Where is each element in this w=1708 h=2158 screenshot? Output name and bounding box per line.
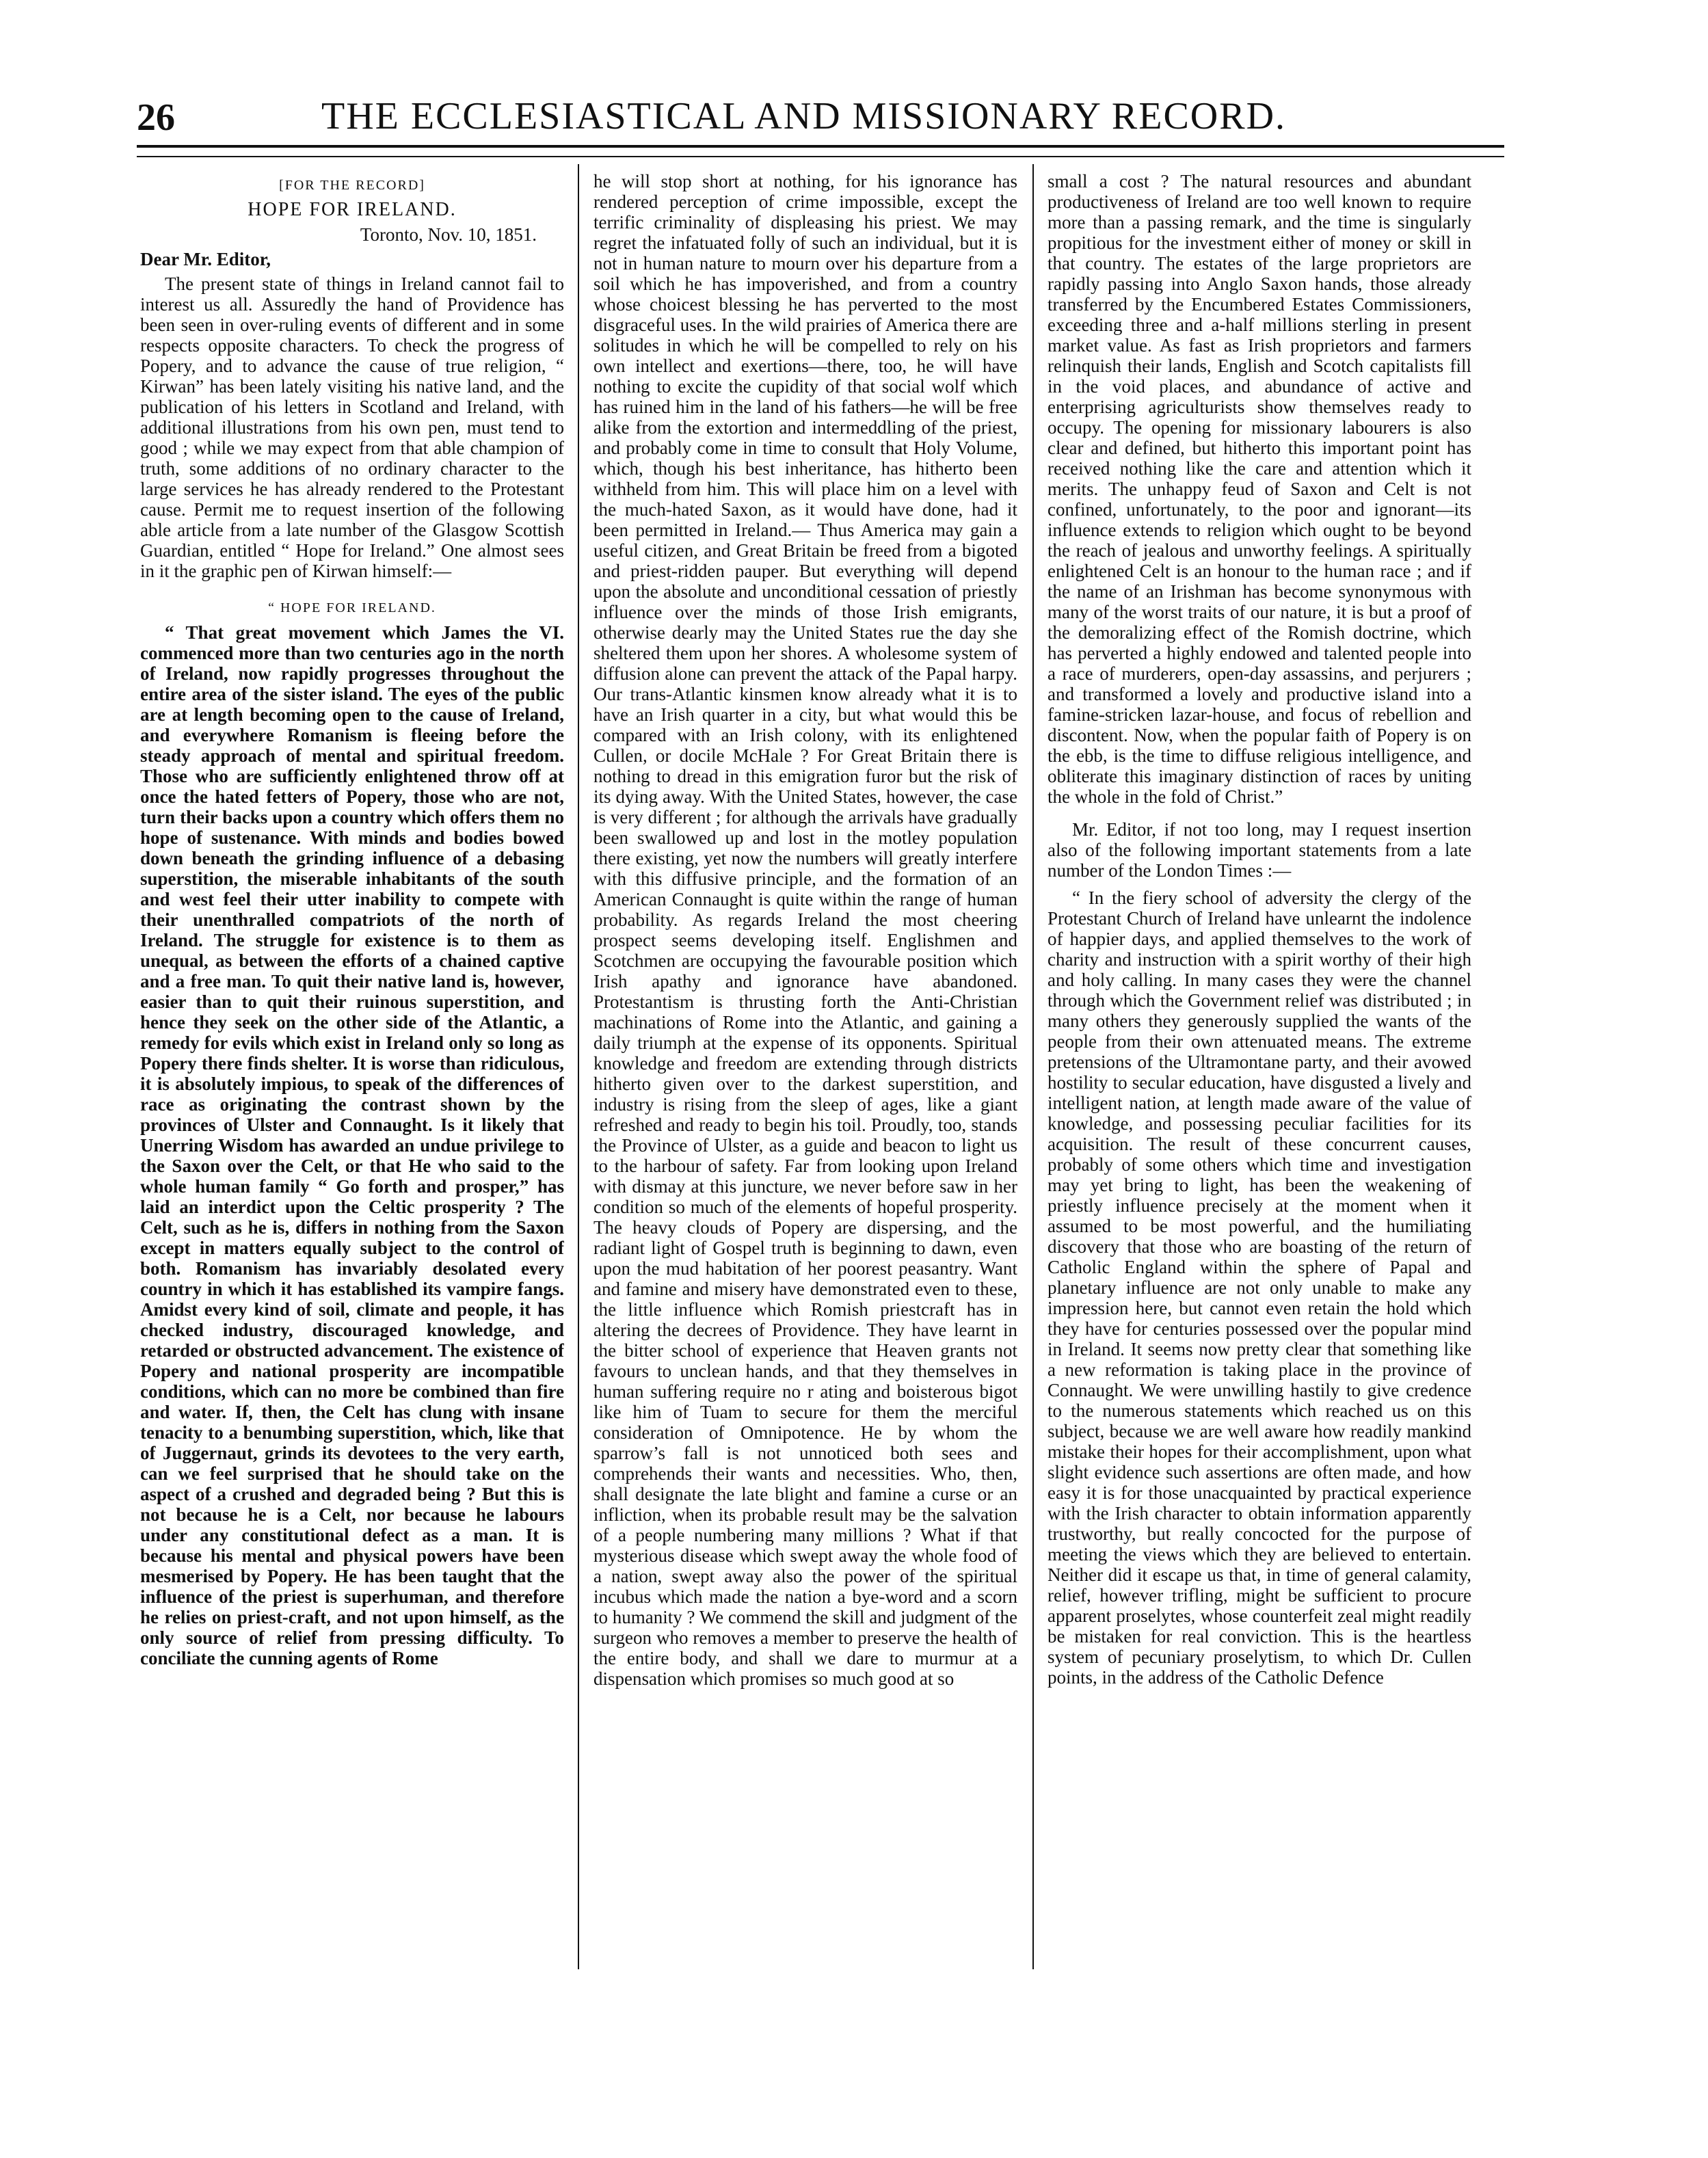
salutation: Dear Mr. Editor, — [140, 249, 271, 269]
spacer — [140, 581, 564, 594]
article-conclusion: small a cost ? The natural resources and abundant productiveness of Ireland are too well known to require more than a passing remark, and the time is singularly propitious for the investment either of money or skill in that country. The estates of the large proprietors are rapidly passing into Anglo Saxon hands, those already transferred by the Encumbered Estates Commissioners, exceeding three and a-half millions sterling in present market value. As fast as Irish proprietors and farmers relinquish their lands, English and Scotch capitalists fill in the void places, and abundance of active and enterprising agriculturists show themselves ready to occupy. The opening for missionary labourers is also clear and defined, but hitherto this important point has received nothing like the care and attention which it merits. The unhappy feud of Saxon and Celt is not confined, unfortunately, to the poor and ignorant—its influence extends to religion which ought to be beyond the reach of jealous and unworthy feelings. A spiritually enlightened Celt is an honour to the human race ; and if the name of an Irishman has become synonymous with many of the worst traits of our nature, it is but a proof of the demoralizing effect of the Romish doctrine, which has perverted a highly endowed and talented people into a race of murderers, open-day assassins, and perjurers ; and transformed a lovely and productive island into a famine-stricken lazar-house, and focus of rebellion and discontent. Now, when the popular faith of Popery is on the ebb, is the time to diffuse religious intelligence, and obliterate this imaginary distinction of races by uniting the whole in the fold of Christ.” — [1048, 171, 1471, 807]
dateline: Toronto, Nov. 10, 1851. — [360, 224, 537, 245]
times-quote-paragraph: “ In the fiery school of adversity the clergy of the Protestant Church of Ireland have unlearnt the indolence of happier days, and applied themselves to the work of charity and instruction with a spirit worthy of their high and holy calling. In many cases they were the channel through which the Government relief was distributed ; in many others they generously supplied the wants of the people from their own attenuated means. The extreme pretensions of the Ultramontane party, and their avowed hostility to secular education, have disgusted a lively and intelligent nation, at length made aware of the value of knowledge, and possessing peculiar facilities for its acquisition. The result of these concurrent causes, probably of some others which time and investigation may yet bring to light, has been the weakening of priestly influence precisely at the moment when it assumed to be most powerful, and the humiliating discovery that those who are boasting of the return of Catholic England within the sphere of Papal and planetary influence are not only unable to make any impression here, but cannot even retain the hold which they have for centuries possessed over the popular mind in Ireland. It seems now pretty clear that something like a new reformation is taking place in the province of Connaught. We were unwilling hastily to give credence to the numerous statements which reached us on this subject, because we are well aware how readily mankind mistake their hopes for their accomplishment, upon what slight evidence such assertions are often made, and how easy it is for those unacquainted by practical experience with the Irish character to obtain information apparently trustworthy, but really concocted for the purpose of meeting the views which they are believed to entertain. Neither did it escape us that, in time of general calamity, relief, however trifling, might be sufficient to procure apparent proselytes, whose counterfeit zeal might readily be mistaken for real conviction. This is the heartless system of pecuniary proselytism, to which Dr. Cullen points, in the address of the Catholic Defence — [1048, 888, 1471, 1688]
column-3 — [1048, 171, 1471, 1969]
spacer — [1048, 807, 1471, 819]
quoted-article-paragraph: “ That great movement which James the VI. commenced more than two centuries ago in the north of Ireland, now rapidly progresses throughout the entire area of the sister island. The eyes of the public are at length becoming open to the cause of Ireland, and everywhere Romanism is fleeing before the steady approach of mental and spiritual freedom. Those who are sufficiently enlightened throw off at once the hated fetters of Popery, those who are not, turn their backs upon a country which offers them no hope of sustenance. With minds and bodies bowed down beneath the grinding influence of a debasing superstition, the miserable inhabitants of the south and west feel their utter inability to compete with their unenthralled compatriots of the north of Ireland. The struggle for existence is to them as unequal, as between the efforts of a chained captive and a free man. To quit their native land is, however, easier than to quit their ruinous superstition, and hence they seek on the other side of the Atlantic, a remedy for evils which exist in Ireland only so long as Popery there finds shelter. It is worse than ridiculous, it is absolutely impious, to speak of the differences of race as originating the contrast shown by the provinces of Ulster and Connaught. Is it likely that Unerring Wisdom has awarded an undue privilege to the Saxon over the Celt, or that He who said to the whole human family “ Go forth and prosper,” has laid an interdict upon the Celtic prosperity ? The Celt, such as he is, differs in nothing from the Saxon except in matters equally subject to the control of both. Romanism has invariably desolated every country in which it has established its vampire fangs. Amidst every kind of soil, climate and people, it has checked industry, discouraged knowledge, and retarded or obstructed advancement. The existence of Popery and national prosperity are incompatible conditions, which can no more be combined than fire and water. If, then, the Celt has clung with insane tenacity to a benumbing superstition, which, like that of Juggernaut, grinds its devotees to the very earth, can we feel surprised that he should take on the aspect of a crushed and degraded being ? But this is not because he is a Celt, nor because he labours under any constitutional defect as a man. It is because his mental and physical powers have been mesmerised by Popery. He has been taught that the influence of the priest is superhuman, and therefore he relies on priest-craft, and not upon himself, as the only source of relief from pressing difficulty. To conciliate the cunning agents of Rome — [140, 622, 564, 1668]
column-1 — [140, 171, 564, 1969]
article-continuation: he will stop short at nothing, for his ignorance has rendered perception of crime impossible, except the terrific criminality of displeasing his priest. We may regret the infatuated folly of such an individual, but it is not in human nature to mourn over his departure from a soil which he has impoverished, and from a country whose choicest blessing he has perverted to the most disgraceful uses. In the wild prairies of America there are solitudes in which he will be compelled to rely on his own intellect and exertions—there, too, he will have nothing to excite the cupidity of that social wolf which has ruined him in the land of his fathers—he will be free alike from the extortion and intermeddling of the priest, and probably come in time to consult that Holy Volume, which, though his best inheritance, has hitherto been withheld from him. This will place him on a level with the much-hated Saxon, as it would have done, had it been permitted in Ireland.— Thus America may gain a useful citizen, and Great Britain be freed from a bigoted and priest-ridden pauper. But everything will depend upon the absolute and unconditional cessation of priestly influence over the minds of those Irish emigrants, otherwise dearly may the United States rue the day she sheltered them upon her shores. A wholesome system of diffusion alone can prevent the attack of the Papal harpy. Our trans-Atlantic kinsmen know already what it is to have an Irish quarter in a city, but what would this be compared with an Irish colony, with its enlightened Cullen, or docile McHale ? For Great Britain there is nothing to dread in this emigration furor but the risk of its dying away. With the United States, however, the case is very different ; for although the arrivals have gradually been swallowed up and lost in the motley population there existing, yet now the numbers will greatly interfere with this diffusive principle, and the formation of an American Connaught is quite within the range of human probability. As regards Ireland the most cheering prospect seems developing itself. Englishmen and Scotchmen are occupying the favourable position which Irish apathy and ignorance have abandoned. Protestantism is thrusting forth the Anti-Christian machinations of Rome into the Atlantic, and gaining a daily triumph at the expense of its opponents. Spiritual knowledge and freedom are extending through districts hitherto given over to the darkest superstition, and industry is rising from the sleep of ages, like a giant refreshed and ready to begin his toil. Proudly, too, stands the Province of Ulster, as a guide and beacon to light us to the harbour of safety. Far from looking upon Ireland with dismay at this juncture, we never before saw in her condition so much of the elements of hopeful prosperity. The heavy clouds of Popery are dispersing, and the radiant light of Gospel truth is beginning to dawn, even upon the mud habitation of her poorest peasantry. Want and famine and misery have demonstrated even to these, the little influence which Romish priestcraft has in altering the decrees of Providence. They have learnt in the bitter school of experience that Heaven grants not favours to unclean hands, and that they themselves in human suffering require no r ating and boisterous bigot like him of Tuam to secure for them the merciful consideration of Omnipotence. He by whom the sparrow’s fall is not unnoticed both sees and comprehends their wants and necessities. Who, then, shall designate the late blight and famine a curse or an infliction, when its probable result may be the salvation of a people numbering many millions ? What if that mysterious disease which swept away the whole food of a nation, swept away also the power of the spiritual incubus which made the nation a bye-word and a scorn to humanity ? We commend the skill and judgment of the surgeon who removes a member to preserve the health of the entire body, and shall we dare to murmur at a dispensation which promises so much good at so — [593, 171, 1017, 1689]
page-number: 26 — [137, 96, 175, 139]
quoted-article-subhead: “ HOPE FOR IRELAND. — [268, 600, 436, 615]
spacer — [1048, 881, 1471, 888]
header-rule-top — [137, 145, 1504, 148]
column-2 — [593, 171, 1017, 1969]
source-line: [FOR THE RECORD] — [279, 178, 425, 193]
editor-request-paragraph: Mr. Editor, if not too long, may I request insertion also of the following important statements from a late number of the London Times :— — [1048, 819, 1471, 881]
column-divider-1 — [578, 164, 579, 1969]
header-rule-bottom — [137, 156, 1504, 157]
column-divider-2 — [1032, 164, 1034, 1969]
letter-paragraph: The present state of things in Ireland cannot fail to interest us all. Assuredly the hand of Providence has been seen in over-ruling events of different and in some respects opposite characters. To check the progress of Popery, and to advance the cause of true religion, “ Kirwan” has been lately visiting his native land, and the publication of his letters in Scotland and Ireland, with additional illustrations from his own pen, must tend to good ; while we may expect from that able champion of truth, some additions of no ordinary character to the large services he has already rendered to the Protestant cause. Permit me to request insertion of the following able article from a late number of the Glasgow Scottish Guardian, entitled “ Hope for Ireland.” One almost sees in it the graphic pen of Kirwan himself:— — [140, 274, 564, 581]
page-title: THE ECCLESIASTICAL AND MISSIONARY RECORD. — [321, 95, 1287, 137]
article-headline: HOPE FOR IRELAND. — [248, 199, 457, 220]
